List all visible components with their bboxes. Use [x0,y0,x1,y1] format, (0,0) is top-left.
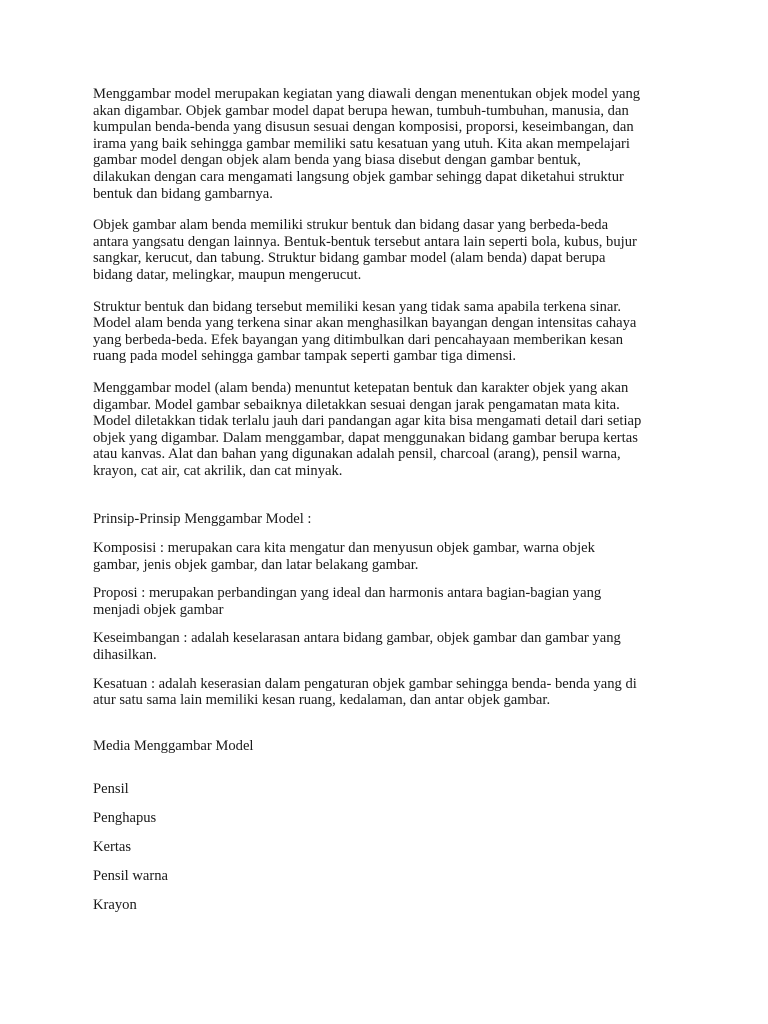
spacer [93,721,683,738]
text-line: digambar. Model gambar sebaiknya diletakkan sesuai dengan jarak pengamatan mata kita. [93,396,620,413]
text-line: Komposisi : merupakan cara kita mengatur dan menyusun objek gambar, warna objek [93,540,595,557]
text-line: Model diletakkan tidak terlalu jauh dari pandangan agar kita bisa mengamati detail dari setiap [93,413,642,430]
principle-balance [93,630,683,663]
list-item: Pensil [93,781,129,798]
text-line: Keseimbangan : adalah keselarasan antara bidang gambar, objek gambar dan gambar yang [93,630,621,647]
text-line: krayon, cat air, cat akrilik, dan cat minyak. [93,462,343,479]
text-line: yang berbeda-beda. Efek bayangan yang ditimbulkan dari pencahayaan memberikan kesan [93,331,624,348]
list-item: Krayon [93,896,137,913]
list-item: Pensil warna [93,867,168,884]
text-line: Menggambar model (alam benda) menuntut ketepatan bentuk dan karakter objek yang akan [93,379,629,396]
text-line: kumpulan benda-benda yang disusun sesuai dengan komposisi, proporsi, keseimbangan, dan [93,119,634,136]
spacer [93,494,683,511]
principles-heading: Prinsip-Prinsip Menggambar Model : [93,511,312,528]
text-line: objek yang digambar. Dalam menggambar, dapat menggunakan bidang gambar berupa kertas [93,429,638,446]
text-line: atur satu sama lain memiliki kesan ruang, kedalaman, dan antar objek gambar. [93,692,551,709]
text-line: gambar, jenis objek gambar, dan latar belakang gambar. [93,556,419,573]
text-line: Model alam benda yang terkena sinar akan menghasilkan bayangan dengan intensitas cahaya [93,315,637,332]
list-item: Kertas [93,838,132,855]
text-line: dilakukan dengan cara mengamati langsung objek gambar sehingg dapat diketahui struktur [93,168,624,185]
intro-paragraph [93,86,683,202]
principle-unity [93,676,683,709]
text-line: gambar model dengan objek alam benda yang biasa disebut dengan gambar bentuk, [93,152,581,169]
text-line: bentuk dan bidang gambarnya. [93,185,273,202]
text-line: menjadi objek gambar [93,601,224,618]
document-body [93,86,683,925]
principle-composition [93,540,683,573]
text-line: irama yang baik sehingga gambar memiliki satu kesatuan yang utuh. Kita akan mempelajari [93,135,630,152]
list-item: Penghapus [93,810,157,827]
text-line: Kesatuan : adalah keserasian dalam pengaturan objek gambar sehingga benda- benda yang di [93,675,637,692]
text-line: Objek gambar alam benda memiliki strukur bentuk dan bidang dasar yang berbeda-beda [93,217,609,234]
principle-proportion [93,585,683,618]
materials-paragraph [93,380,683,480]
text-line: Proposi : merupakan perbandingan yang ideal dan harmonis antara bagian-bagian yang [93,585,602,602]
media-heading: Media Menggambar Model [93,737,254,754]
text-line: dihasilkan. [93,647,157,664]
text-line: sangkar, kerucut, dan tabung. Struktur bidang gambar model (alam benda) dapat berupa [93,250,606,267]
media-list [93,781,683,913]
text-line: atau kanvas. Alat dan bahan yang digunakan adalah pensil, charcoal (arang), pensil warna, [93,446,621,463]
lighting-paragraph [93,299,683,365]
text-line: bidang datar, melingkar, maupun mengerucut. [93,266,362,283]
text-line: ruang pada model sehingga gambar tampak seperti gambar tiga dimensi. [93,348,517,365]
structure-paragraph [93,217,683,283]
text-line: akan digambar. Objek gambar model dapat berupa hewan, tumbuh-tumbuhan, manusia, dan [93,102,629,119]
text-line: Struktur bentuk dan bidang tersebut memiliki kesan yang tidak sama apabila terkena sinar. [93,298,622,315]
text-line: Menggambar model merupakan kegiatan yang diawali dengan menentukan objek model yang [93,86,641,102]
text-line: antara yangsatu dengan lainnya. Bentuk-bentuk tersebut antara lain seperti bola, kubus, bujur [93,233,637,250]
